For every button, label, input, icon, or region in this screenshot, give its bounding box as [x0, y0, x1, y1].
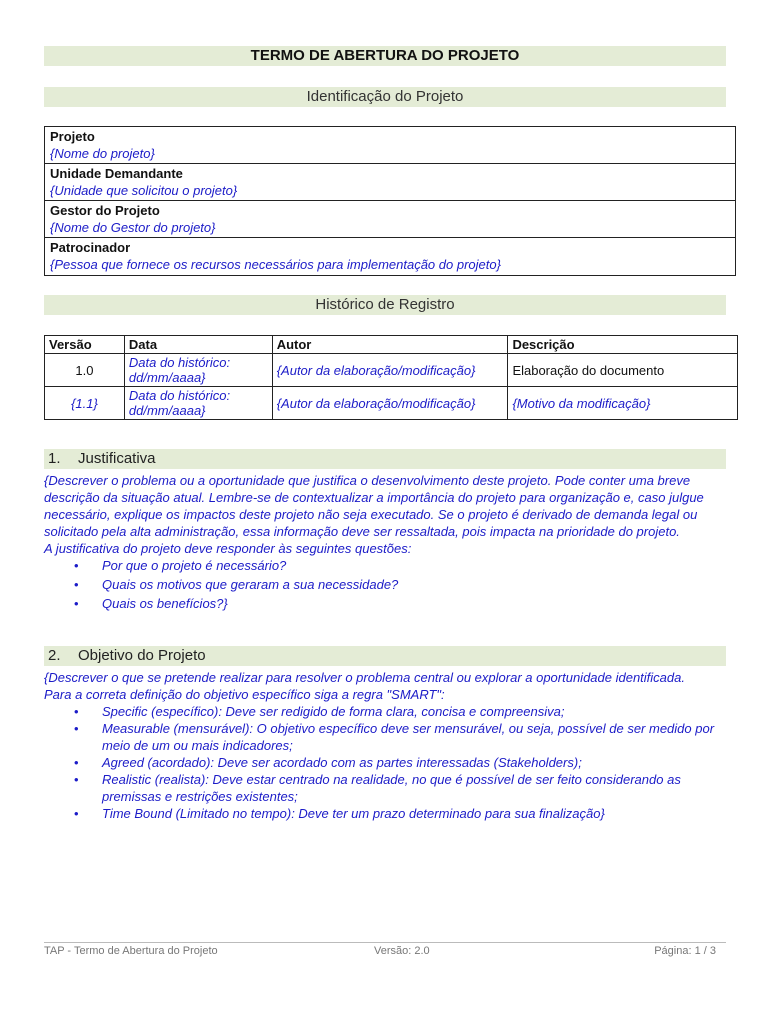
list-item: • Quais os benefícios?} — [74, 596, 228, 611]
column-header: Autor — [272, 336, 508, 354]
historico-table — [44, 335, 738, 420]
list-item: • Quais os motivos que geraram a sua necessidade? — [74, 577, 399, 592]
id-label: Patrocinador — [50, 240, 131, 255]
id-label: Gestor do Projeto — [50, 203, 160, 218]
page-footer — [44, 942, 726, 961]
id-value: {Pessoa que fornece os recursos necessários para implementação do projeto} — [50, 257, 501, 272]
id-value: {Nome do projeto} — [50, 146, 155, 161]
id-row-gestor — [45, 201, 735, 238]
id-value: {Unidade que solicitou o projeto} — [50, 183, 238, 198]
cell-versao: 1.0 — [45, 354, 125, 387]
section-number: 2. — [48, 647, 61, 664]
id-row-projeto — [45, 127, 735, 164]
cell-versao: {1.1} — [45, 387, 125, 420]
table-row — [45, 387, 738, 420]
section-2-bullets — [44, 703, 734, 822]
id-value: {Nome do Gestor do projeto} — [50, 220, 216, 235]
bullet-icon: • — [74, 558, 79, 573]
section-1-intro: A justificativa do projeto deve responder às seguintes questões: — [44, 541, 412, 556]
document-title: TERMO DE ABERTURA DO PROJETO — [44, 46, 726, 66]
section-2-heading — [44, 646, 726, 666]
column-header: Descrição — [508, 336, 738, 354]
bullet-icon: • — [74, 772, 79, 787]
footer-page-number: Página: 1 / 3 — [654, 945, 716, 957]
cell-data: Data do histórico: dd/mm/aaaa} — [124, 387, 272, 420]
identificacao-heading: Identificação do Projeto — [44, 87, 726, 107]
column-header: Data — [124, 336, 272, 354]
section-title: Objetivo do Projeto — [78, 647, 206, 664]
section-number: 1. — [48, 450, 61, 467]
bullet-icon: • — [74, 806, 79, 821]
id-row-unidade — [45, 164, 735, 201]
footer-document-name: TAP - Termo de Abertura do Projeto — [44, 945, 218, 957]
section-title: Justificativa — [78, 450, 156, 467]
section-1-bullets — [44, 557, 734, 612]
list-item: • Time Bound (Limitado no tempo): Deve ter um prazo determinado para sua finalização} — [74, 806, 605, 821]
list-item: • Measurable (mensurável): O objetivo específico deve ser mensurável, ou seja, possível de ser medido por meio de um ou mais indicadores; — [74, 721, 715, 753]
id-row-patrocinador — [45, 238, 735, 275]
list-item: • Specific (específico): Deve ser redigido de forma clara, concisa e compreensiva; — [74, 704, 565, 719]
cell-descricao: Elaboração do documento — [508, 354, 738, 387]
column-header: Versão — [45, 336, 125, 354]
bullet-icon: • — [74, 704, 79, 719]
historico-heading: Histórico de Registro — [44, 295, 726, 315]
id-label: Unidade Demandante — [50, 166, 183, 181]
list-item: • Por que o projeto é necessário? — [74, 558, 287, 573]
id-label: Projeto — [50, 129, 95, 144]
cell-descricao: {Motivo da modificação} — [508, 387, 738, 420]
bullet-icon: • — [74, 721, 79, 736]
section-1-heading — [44, 449, 726, 469]
cell-autor: {Autor da elaboração/modificação} — [272, 387, 508, 420]
bullet-icon: • — [74, 596, 79, 611]
bullet-icon: • — [74, 577, 79, 592]
list-item: • Agreed (acordado): Deve ser acordado com as partes interessadas (Stakeholders); — [74, 755, 582, 770]
section-2-paragraph: {Descrever o que se pretende realizar para resolver o problema central ou explorar a oportunidade identificada. — [44, 670, 685, 685]
identificacao-box — [44, 126, 736, 276]
bullet-icon: • — [74, 755, 79, 770]
footer-version: Versão: 2.0 — [374, 945, 430, 957]
table-row — [45, 354, 738, 387]
cell-data: Data do histórico: dd/mm/aaaa} — [124, 354, 272, 387]
section-1-paragraph: {Descrever o problema ou a oportunidade que justifica o desenvolvimento deste projeto. Pode conter uma breve descrição da situação atual. Lembre-se de contextualizar a importância do projeto para organização e, caso julgue necessário, explique os impactos deste projeto não seja executado. Se o projeto é derivado de demanda legal ou solicitado pela alta administração, essa informação deve ser ressaltada, pois impacta na prioridade do projeto. — [44, 473, 704, 539]
table-header-row — [45, 336, 738, 354]
section-2-body — [44, 669, 734, 822]
section-1-body — [44, 472, 734, 614]
cell-autor: {Autor da elaboração/modificação} — [272, 354, 508, 387]
section-2-intro: Para a correta definição do objetivo específico siga a regra "SMART": — [44, 687, 445, 702]
list-item: • Realistic (realista): Deve estar centrado na realidade, no que é possível de ser feito considerando as premissas e restrições existentes; — [74, 772, 681, 804]
